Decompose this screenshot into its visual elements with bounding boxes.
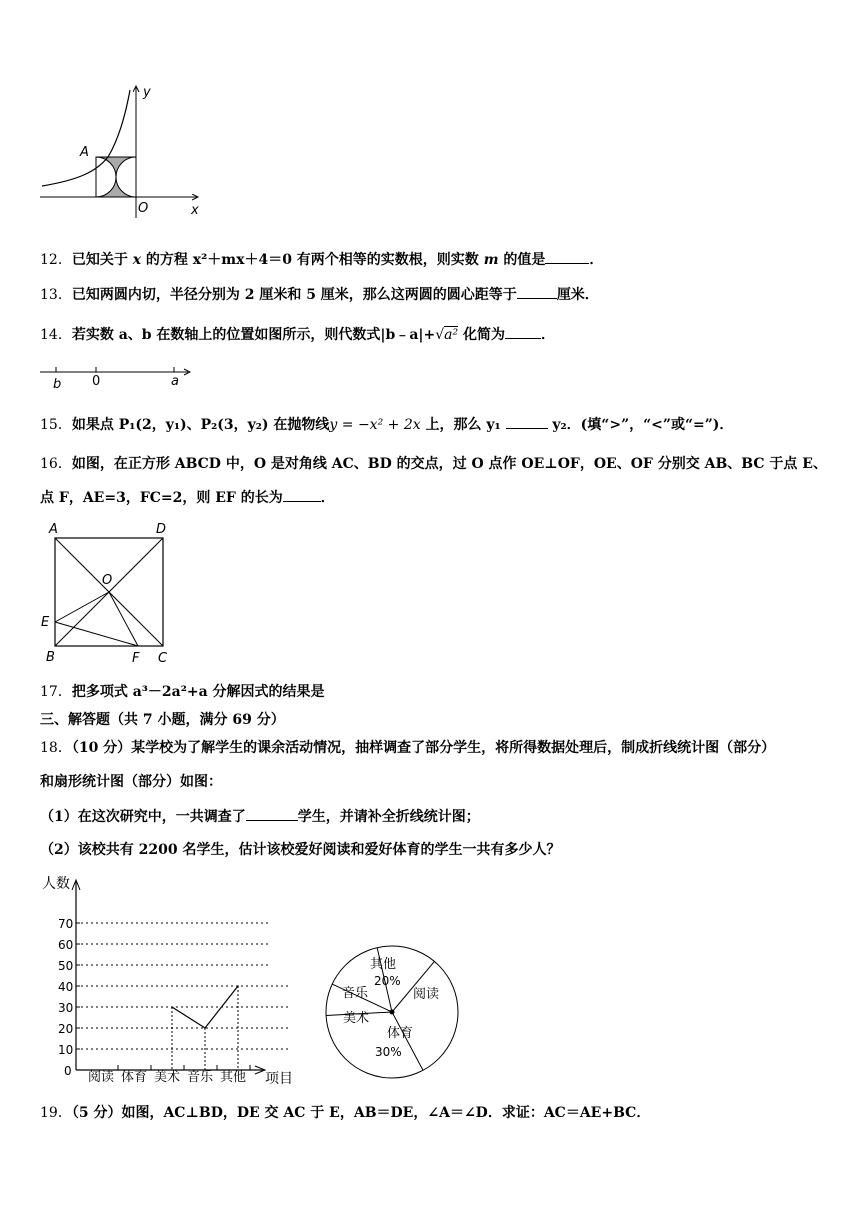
data-point <box>204 1027 206 1029</box>
category-label: 其他 <box>220 1070 247 1085</box>
answer-blank[interactable] <box>283 487 321 502</box>
pie-label-music: 音乐 <box>342 986 369 1001</box>
radicand: a² <box>444 327 459 343</box>
question-number: 17． <box>40 684 72 700</box>
x-axis-label: x <box>191 203 199 218</box>
pie-value-other: 20% <box>374 974 401 988</box>
section-title: 三、解答题（共 7 小题，满分 69 分） <box>40 712 285 728</box>
line-chart <box>38 868 304 1090</box>
question-19: 19．（5 分）如图，AC⊥BD，DE 交 AC 于 E，AB＝DE，∠A＝∠D．求证：AC＝AE+BC． <box>40 1105 651 1121</box>
pie-center <box>390 1010 395 1015</box>
question-number: 15． <box>40 417 72 433</box>
question-18-part2: （2）该校共有 2200 名学生，估计该校爱好阅读和爱好体育的学生一共有多少人？ <box>40 842 561 858</box>
data-point <box>237 985 239 987</box>
y-tick-label: 60 <box>58 938 74 952</box>
category-label: 体育 <box>121 1070 148 1085</box>
question-number: 12． <box>40 252 72 268</box>
pie-chart <box>325 940 465 1090</box>
y-tick-label: 40 <box>58 980 74 994</box>
point-b-label: b <box>53 377 62 392</box>
answer-blank[interactable] <box>505 324 541 339</box>
label-b: B <box>46 650 55 665</box>
point-a-label: A <box>80 145 89 160</box>
question-13: 13．已知两圆内切，半径分别为 2 厘米和 5 厘米，那么这两圆的圆心距等于 厘米． <box>40 284 599 305</box>
radical-sign: √ <box>435 327 445 343</box>
question-18-line2: 和扇形统计图（部分）如图： <box>40 774 222 790</box>
answer-blank[interactable] <box>545 249 589 264</box>
y-tick-label: 20 <box>58 1022 74 1036</box>
pie-value-sports: 30% <box>375 1045 402 1059</box>
category-label: 美术 <box>154 1070 181 1085</box>
y-tick-label: 10 <box>58 1043 74 1057</box>
answer-blank[interactable] <box>246 806 298 821</box>
category-label: 音乐 <box>187 1070 214 1085</box>
pie-label-other: 其他 <box>370 957 397 972</box>
question-18-part1: （1）在这次研究中，一共调查了 学生，并请补全折线统计图； <box>40 806 480 827</box>
segment-oe <box>55 592 109 622</box>
data-point <box>171 1006 173 1008</box>
question-number: 13． <box>40 287 72 303</box>
question-number: 14． <box>40 327 72 343</box>
question-15: 15．如果点 P₁(2，y₁)、P₂(3，y₂) 在抛物线y = −x² + 2x 上，那么 y₁ y₂．(填“>”，“<”或“=”)． <box>40 414 733 435</box>
question-12: 12．已知关于 x 的方程 x²＋mx＋4＝0 有两个相等的实数根，则实数 m 的值是 ． <box>40 249 603 270</box>
label-o: O <box>102 573 113 588</box>
question-number: 18． <box>40 740 72 756</box>
pie-slice-divider <box>392 1012 423 1070</box>
origin-label: O <box>138 201 149 216</box>
y-tick-label: 0 <box>64 1064 72 1078</box>
question-17: 17．把多项式 a³－2a²+a 分解因式的结果是 <box>40 684 325 700</box>
parabola-formula: y = −x² + 2x <box>329 417 421 433</box>
y-axis-label: y <box>143 85 151 100</box>
q11-figure <box>38 82 208 222</box>
answer-blank[interactable] <box>517 284 557 299</box>
q16-square-figure <box>38 520 178 668</box>
question-16-line1: 16．如图，在正方形 ABCD 中，O 是对角线 AC、BD 的交点，过 O 点作 OE⊥OF，OE、OF 分别交 AB、BC 于点 E、 <box>40 456 827 472</box>
label-a: A <box>49 522 58 537</box>
y-tick-label: 50 <box>58 959 74 973</box>
category-label: 阅读 <box>88 1070 115 1085</box>
label-c: C <box>158 651 168 666</box>
label-e: E <box>41 615 50 630</box>
zero-label: 0 <box>92 374 101 389</box>
label-d: D <box>156 522 167 537</box>
question-number: 19． <box>40 1105 72 1121</box>
question-number: 16． <box>40 456 72 472</box>
question-16-line2: 点 F，AE=3，FC=2，则 EF 的长为 ． <box>40 487 335 508</box>
label-f: F <box>132 651 140 666</box>
y-axis-title: 人数 <box>42 876 70 892</box>
point-a-label: a <box>171 374 179 389</box>
pie-label-sports: 体育 <box>387 1026 414 1041</box>
y-tick-label: 30 <box>58 1001 74 1015</box>
x-axis-title: 项目 <box>265 1071 293 1087</box>
number-line <box>38 360 198 392</box>
y-tick-label: 70 <box>58 917 74 931</box>
segment-of <box>109 592 138 646</box>
pie-label-reading: 阅读 <box>413 987 440 1002</box>
pie-label-art: 美术 <box>343 1011 370 1026</box>
question-14: 14．若实数 a、b 在数轴上的位置如图所示，则代数式|b﹣a|+√a² 化简为 ． <box>40 324 555 345</box>
question-18-line1: 18．（10 分）某学校为了解学生的课余活动情况，抽样调查了部分学生，将所得数据处理后，制成折线统计图（部分） <box>40 740 776 756</box>
answer-blank[interactable] <box>506 414 548 429</box>
